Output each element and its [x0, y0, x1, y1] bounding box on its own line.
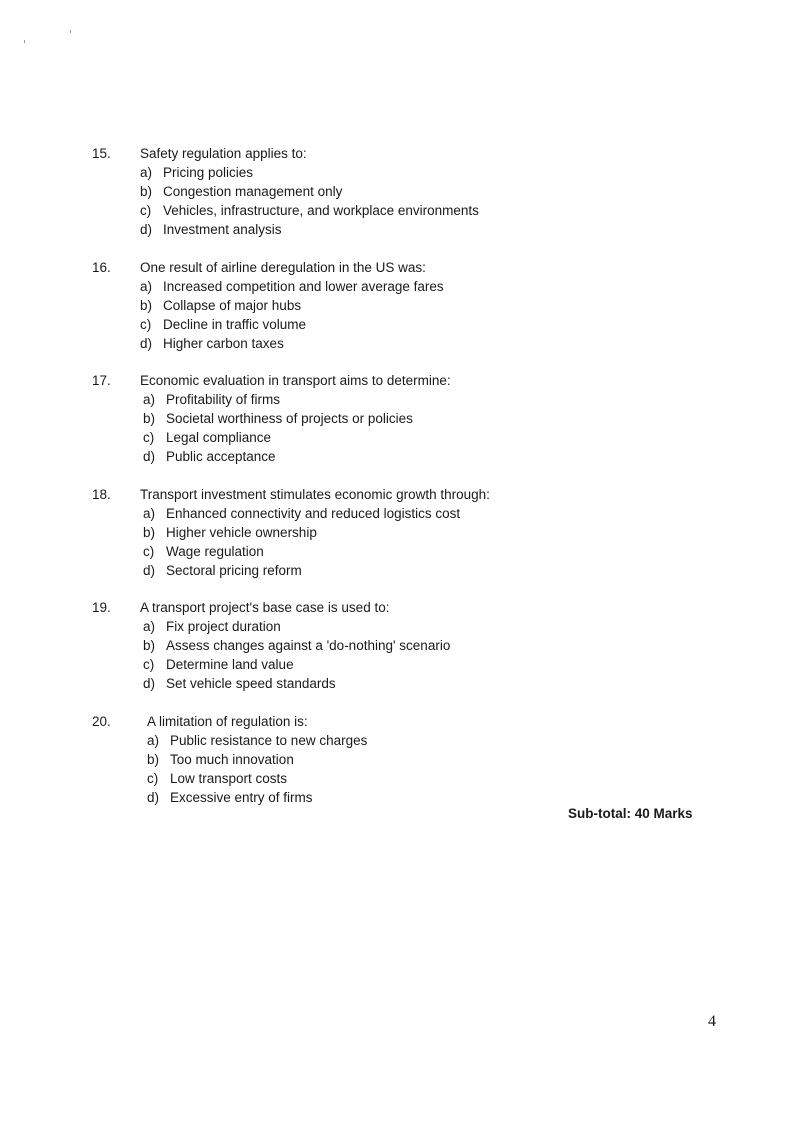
option-letter: b)	[143, 525, 156, 540]
option-text: Low transport costs	[170, 771, 288, 786]
question-number: 15.	[92, 146, 111, 161]
option-letter: a)	[143, 392, 156, 407]
option-text: Collapse of major hubs	[163, 298, 302, 313]
question-text: One result of airline deregulation in the US was:	[140, 260, 426, 275]
option-text: Higher vehicle ownership	[166, 525, 317, 540]
subtotal: Sub-total: 40 Marks	[568, 806, 693, 821]
option-letter: c)	[147, 771, 159, 786]
option-text: Legal compliance	[166, 430, 272, 445]
question-number: 19.	[92, 600, 111, 615]
option-letter: b)	[140, 298, 153, 313]
option-letter: c)	[140, 203, 152, 218]
option-letter: b)	[143, 638, 156, 653]
option-text: Determine land value	[166, 657, 294, 672]
option-text: Public acceptance	[166, 449, 276, 464]
option-text: Public resistance to new charges	[170, 733, 368, 748]
option-letter: c)	[140, 317, 152, 332]
question-text: A transport project's base case is used to:	[140, 600, 390, 615]
option-letter: a)	[140, 165, 153, 180]
question-text: Economic evaluation in transport aims to determine:	[140, 373, 451, 388]
option-text: Enhanced connectivity and reduced logistics cost	[166, 506, 461, 521]
question-text: Transport investment stimulates economic growth through:	[140, 487, 490, 502]
option-letter: b)	[147, 752, 160, 767]
option-text: Investment analysis	[163, 222, 282, 237]
option-text: Sectoral pricing reform	[166, 563, 302, 578]
option-letter: c)	[143, 657, 155, 672]
option-letter: d)	[143, 676, 156, 691]
option-text: Higher carbon taxes	[163, 336, 284, 351]
option-text: Pricing policies	[163, 165, 254, 180]
option-text: Societal worthiness of projects or policies	[166, 411, 413, 426]
option-letter: a)	[147, 733, 160, 748]
option-letter: d)	[140, 222, 153, 237]
option-letter: c)	[143, 430, 155, 445]
option-text: Excessive entry of firms	[170, 790, 313, 805]
question-number: 18.	[92, 487, 111, 502]
option-text: Decline in traffic volume	[163, 317, 307, 332]
question-text: A limitation of regulation is:	[147, 714, 308, 729]
option-text: Too much innovation	[170, 752, 294, 767]
option-text: Set vehicle speed standards	[166, 676, 336, 691]
option-letter: c)	[143, 544, 155, 559]
option-letter: b)	[140, 184, 153, 199]
option-letter: d)	[143, 563, 156, 578]
option-letter: a)	[143, 506, 156, 521]
option-letter: a)	[140, 279, 153, 294]
option-letter: d)	[147, 790, 160, 805]
option-text: Assess changes against a 'do-nothing' scenario	[166, 638, 451, 653]
option-letter: d)	[143, 449, 156, 464]
option-text: Wage regulation	[166, 544, 264, 559]
option-letter: a)	[143, 619, 156, 634]
option-text: Profitability of firms	[166, 392, 281, 407]
option-text: Vehicles, infrastructure, and workplace environments	[163, 203, 479, 218]
option-text: Fix project duration	[166, 619, 281, 634]
scan-speck	[24, 40, 25, 43]
option-letter: d)	[140, 336, 153, 351]
option-text: Increased competition and lower average fares	[163, 279, 444, 294]
question-text: Safety regulation applies to:	[140, 146, 307, 161]
question-number: 17.	[92, 373, 111, 388]
page-number: 4	[708, 1013, 716, 1030]
scan-speck	[70, 30, 71, 33]
question-number: 16.	[92, 260, 111, 275]
option-text: Congestion management only	[163, 184, 343, 199]
option-letter: b)	[143, 411, 156, 426]
question-number: 20.	[92, 714, 111, 729]
